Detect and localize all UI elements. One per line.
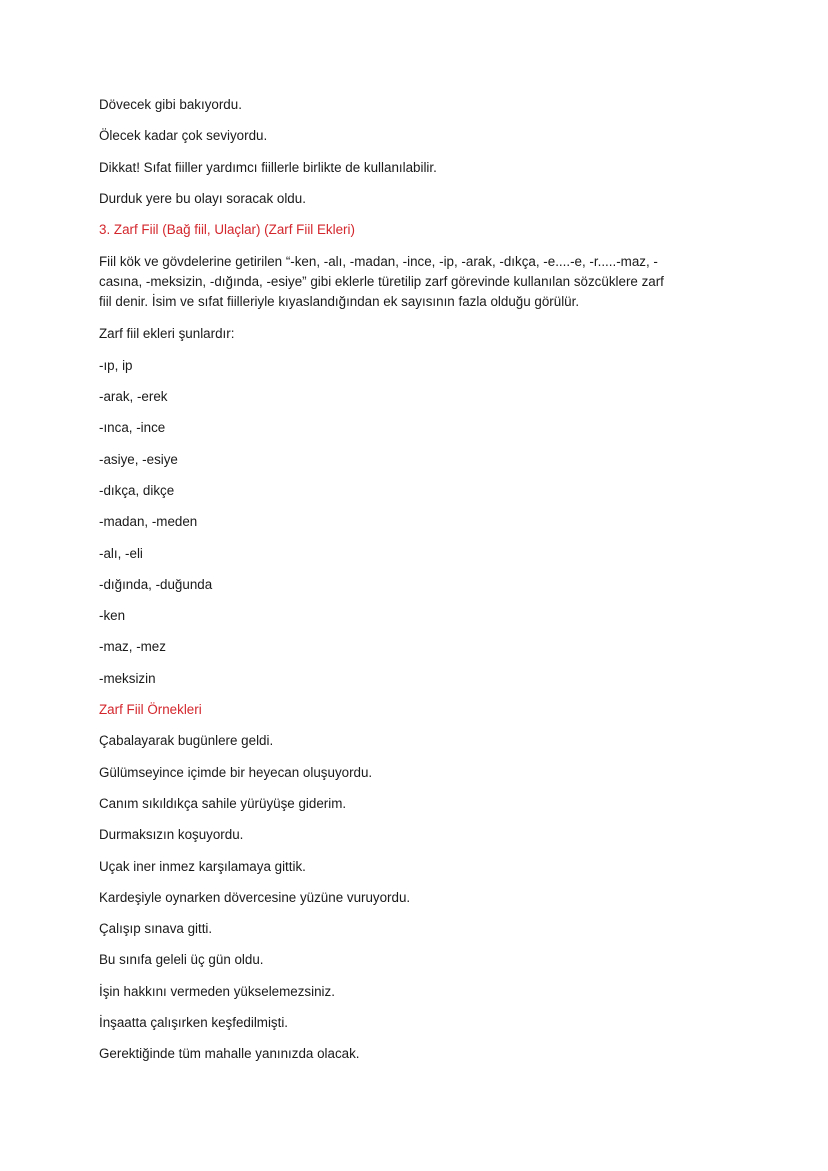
suffix-item: -asiye, -esiye — [99, 451, 178, 467]
example-sentence: Gerektiğinde tüm mahalle yanınızda olacak. — [99, 1046, 360, 1062]
suffix-item: -meksizin — [99, 670, 156, 686]
definition-paragraph — [99, 252, 719, 312]
example-sentence: Uçak iner inmez karşılamaya gittik. — [99, 858, 306, 874]
intro-note: Dikkat! Sıfat fiiller yardımcı fiillerle birlikte de kullanılabilir. — [99, 159, 437, 175]
example-sentence: İnşaatta çalışırken keşfedilmişti. — [99, 1015, 289, 1031]
suffix-item: -maz, -mez — [99, 639, 166, 655]
intro-example-3: Durduk yere bu olayı soracak oldu. — [99, 190, 306, 206]
suffix-item: -madan, -meden — [99, 514, 198, 530]
examples-list — [99, 732, 729, 1063]
suffix-item: -dığında, -duğunda — [99, 576, 213, 592]
example-sentence: Çabalayarak bugünlere geldi. — [99, 733, 274, 749]
example-sentence: Kardeşiyle oynarken dövercesine yüzüne vuruyordu. — [99, 889, 411, 905]
example-sentence: Canım sıkıldıkça sahile yürüyüşe giderim. — [99, 795, 347, 811]
intro-example-2: Ölecek kadar çok seviyordu. — [99, 128, 268, 144]
example-sentence: Çalışıp sınava gitti. — [99, 921, 213, 937]
definition-line: casına, -meksizin, -dığında, -esiye” gibi eklerle türetilip zarf görevinde kullanılan sözcüklere zarf — [99, 274, 664, 290]
example-sentence: Gülümseyince içimde bir heyecan oluşuyordu. — [99, 764, 373, 780]
examples-heading: Zarf Fiil Örnekleri — [99, 702, 202, 718]
suffix-item: -ınca, -ince — [99, 420, 166, 436]
section-heading: 3. Zarf Fiil (Bağ fiil, Ulaçlar) (Zarf Fiil Ekleri) — [99, 222, 355, 238]
suffix-item: -arak, -erek — [99, 389, 168, 405]
document-page — [99, 96, 729, 1077]
suffix-item: -ıp, ip — [99, 357, 133, 373]
example-sentence: Bu sınıfa geleli üç gün oldu. — [99, 952, 264, 968]
suffix-intro: Zarf fiil ekleri şunlardır: — [99, 326, 235, 342]
suffix-item: -ken — [99, 608, 126, 624]
suffix-item: -dıkça, dikçe — [99, 482, 175, 498]
intro-example-1: Dövecek gibi bakıyordu. — [99, 97, 242, 112]
definition-line: fiil denir. İsim ve sıfat fiilleriyle kıyaslandığından ek sayısının fazla olduğu görülür. — [99, 294, 580, 310]
suffix-item: -alı, -eli — [99, 545, 143, 561]
suffix-list — [99, 357, 729, 688]
definition-line: Fiil kök ve gövdelerine getirilen “-ken, -alı, -madan, -ince, -ip, -arak, -dıkça, -e....-e, -r.....-maz, - — [99, 254, 658, 270]
example-sentence: İşin hakkını vermeden yükselemezsiniz. — [99, 983, 335, 999]
example-sentence: Durmaksızın koşuyordu. — [99, 827, 244, 843]
